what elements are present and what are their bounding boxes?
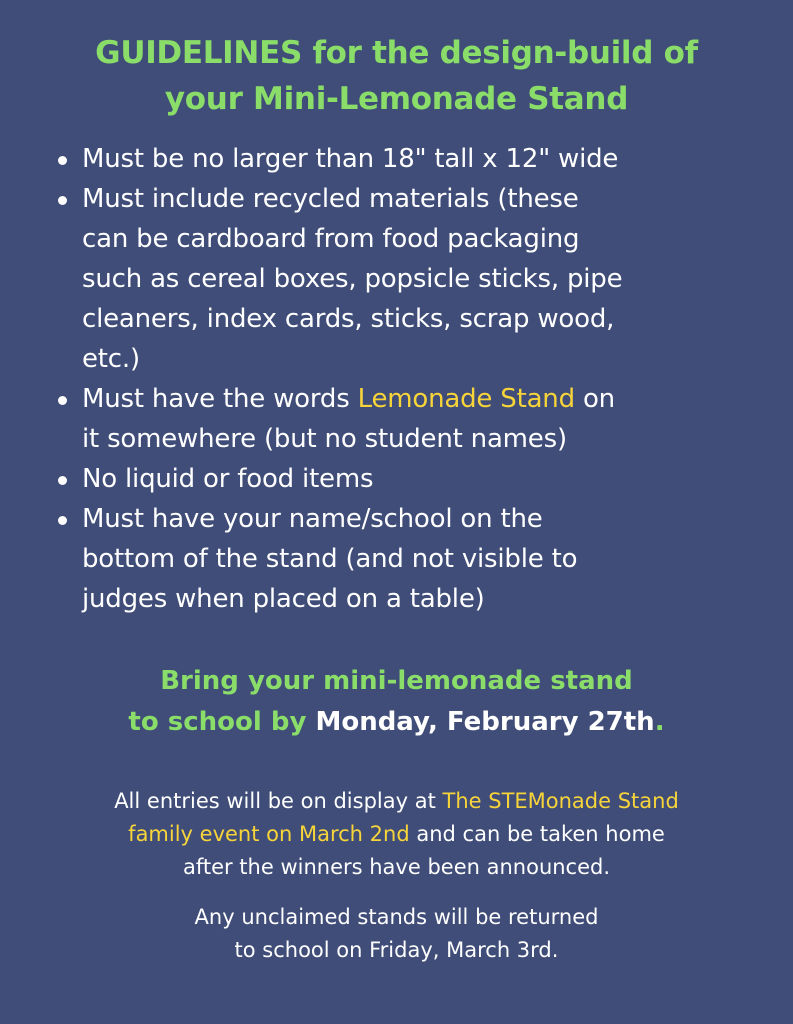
deadline-date: Monday, February 27th xyxy=(315,707,655,737)
list-item-text xyxy=(82,379,776,419)
guidelines-title xyxy=(20,30,773,122)
bullet-dot-icon xyxy=(58,396,67,405)
bullet-dot-icon xyxy=(58,156,67,165)
list-item-text: Must be no larger than 18" tall x 12" wide xyxy=(82,144,619,174)
event-date-highlight: family event on March 2nd xyxy=(128,822,410,846)
words-before: Must have the words xyxy=(82,384,358,414)
unclaimed-notice xyxy=(20,901,773,967)
list-item-text: judges when placed on a table) xyxy=(82,584,485,614)
list-item-no-liquid xyxy=(56,459,776,499)
title-line-1: GUIDELINES for the design-build of xyxy=(95,35,698,71)
bullet-dot-icon xyxy=(58,476,67,485)
display-notice xyxy=(20,785,773,884)
list-item-text: it somewhere (but no student names) xyxy=(82,424,567,454)
list-item-text: etc.) xyxy=(82,344,140,374)
deadline-notice xyxy=(20,661,773,743)
guidelines-list xyxy=(56,139,776,619)
display-before: All entries will be on display at xyxy=(114,789,443,813)
unclaimed-line-1: Any unclaimed stands will be returned xyxy=(194,905,599,929)
display-after: and can be taken home xyxy=(409,822,665,846)
list-item-words xyxy=(56,379,776,459)
list-item-name-school xyxy=(56,499,776,619)
title-line-2: your Mini-Lemonade Stand xyxy=(164,81,629,117)
list-item-recycled xyxy=(56,179,776,379)
list-item-text: such as cereal boxes, popsicle sticks, pipe xyxy=(82,264,623,294)
deadline-before: to school by xyxy=(128,707,316,737)
unclaimed-line-2: to school on Friday, March 3rd. xyxy=(234,938,559,962)
bullet-dot-icon xyxy=(58,196,67,205)
deadline-line-2 xyxy=(20,702,773,743)
stemonade-highlight: The STEMonade Stand xyxy=(442,789,679,813)
list-item-text: bottom of the stand (and not visible to xyxy=(82,544,578,574)
list-item-size xyxy=(56,139,776,179)
deadline-line-1: Bring your mini-lemonade stand xyxy=(160,666,633,696)
list-item-text: cleaners, index cards, sticks, scrap wood, xyxy=(82,304,615,334)
display-line-3: after the winners have been announced. xyxy=(182,855,611,879)
list-item-text: Must include recycled materials (these xyxy=(82,184,579,214)
list-item-text: can be cardboard from food packaging xyxy=(82,224,580,254)
list-item-text: Must have your name/school on the xyxy=(82,504,543,534)
display-line-2 xyxy=(20,818,773,851)
words-after: on xyxy=(574,384,615,414)
deadline-period: . xyxy=(654,707,665,737)
display-line-1 xyxy=(20,785,773,818)
bullet-dot-icon xyxy=(58,516,67,525)
lemonade-stand-highlight: Lemonade Stand xyxy=(357,384,575,414)
list-item-text: No liquid or food items xyxy=(82,464,374,494)
